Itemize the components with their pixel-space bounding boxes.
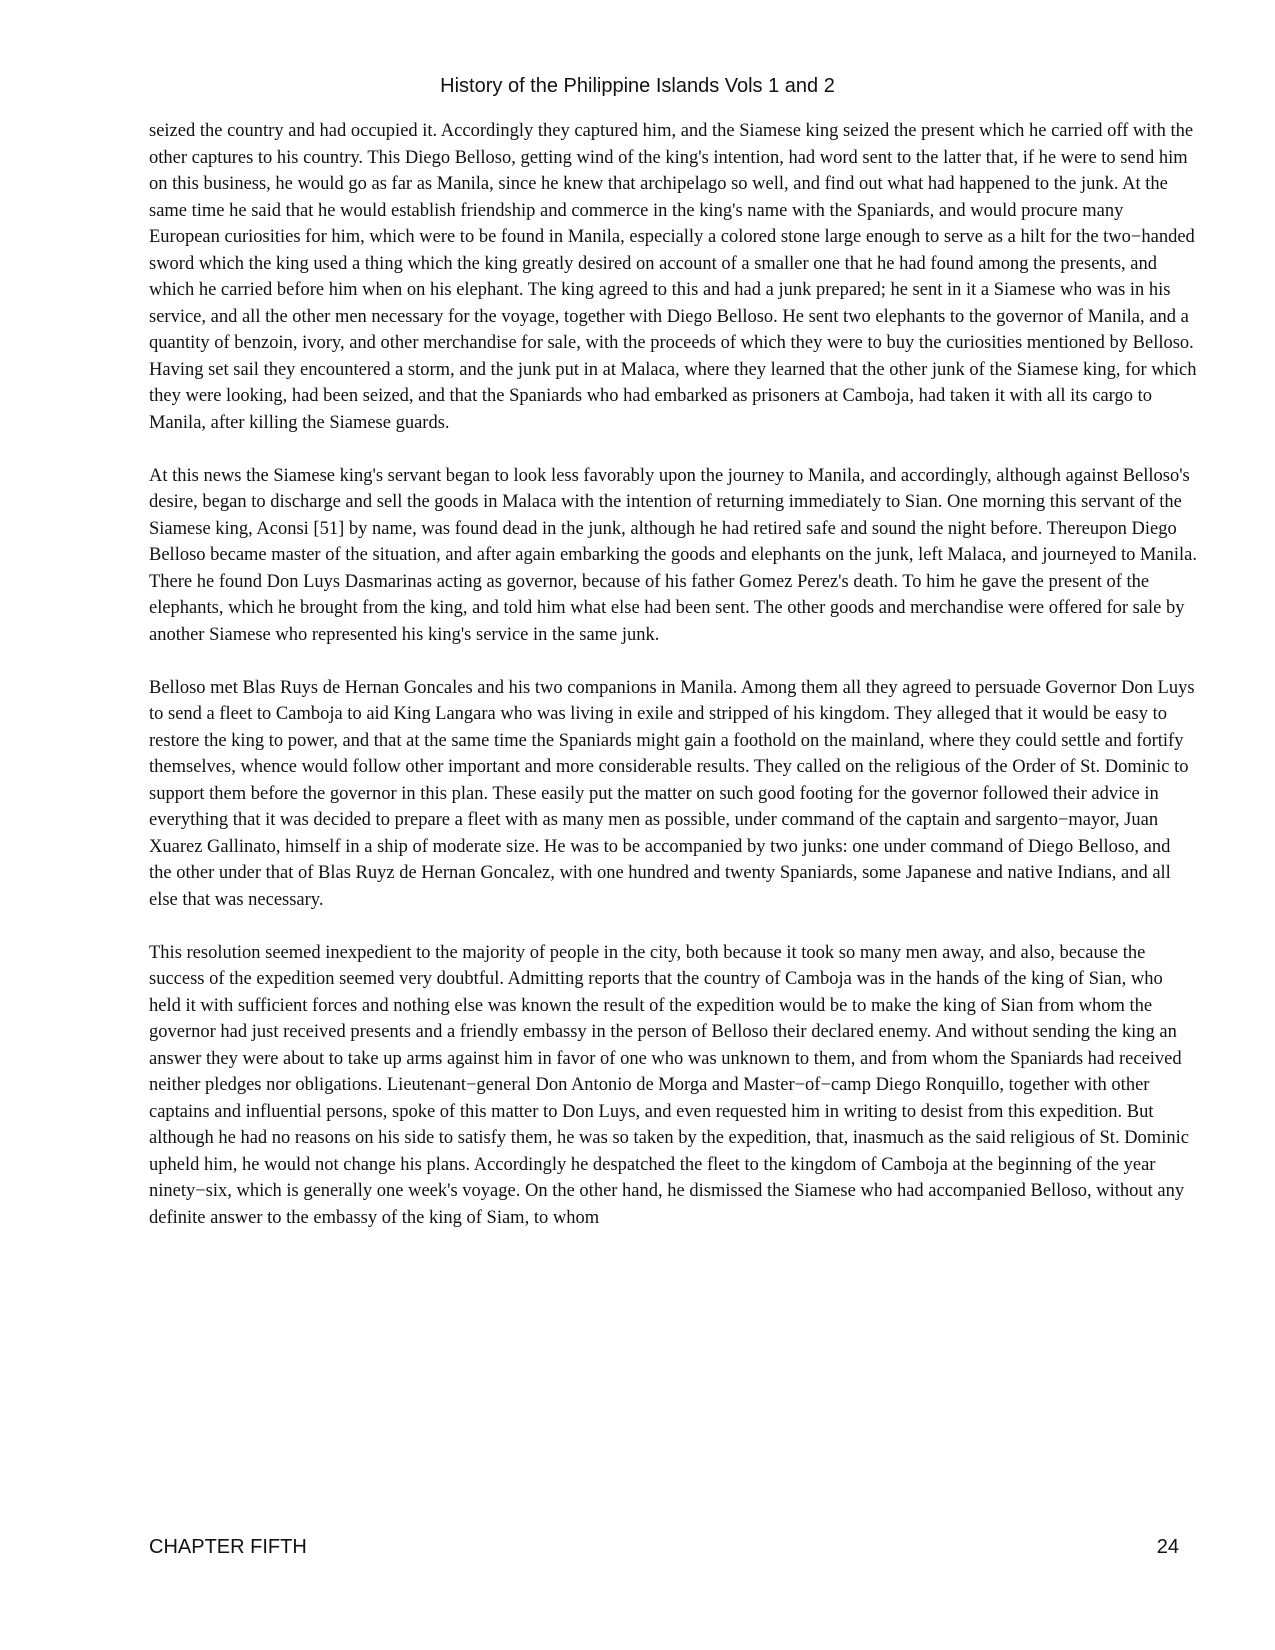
paragraph: This resolution seemed inexpedient to the majority of people in the city, both because it took so many men away, and also, because the success of the expedition seemed very doubtful. Admitting reports that the country of Camboja was in the hands of the king of Sian, who held it with sufficient forces and nothing else was known the result of the expedition would be to make the king of Sian from whom the governor had just received presents and a friendly embassy in the person of Belloso their declared enemy. And without sending the king an answer they were about to take up arms against him in favor of one who was unknown to them, and from whom the Spaniards had received neither pledges nor obligations. Lieutenant−general Don Antonio de Morga and Master−of−camp Diego Ronquillo, together with other captains and influential persons, spoke of this matter to Don Luys, and even requested him in writing to desist from this expedition. But although he had no reasons on his side to satisfy them, he was so taken by the expedition, that, inasmuch as the said religious of St. Dominic upheld him, he would not change his plans. Accordingly he despatched the fleet to the kingdom of Camboja at the beginning of the year ninety−six, which is generally one week's voyage. On the other hand, he dismissed the Siamese who had accompanied Belloso, without any definite answer to the embassy of the king of Siam, to whom <box>149 942 1189 1228</box>
paragraph: seized the country and had occupied it. Accordingly they captured him, and the Siamese king seized the present which he carried off with the other captures to his country. This Diego Belloso, getting wind of the king's intention, had word sent to the latter that, if he were to send him on this business, he would go as far as Manila, since he knew that archipelago so well, and find out what had happened to the junk. At the same time he said that he would establish friendship and commerce in the king's name with the Spaniards, and would procure many European curiosities for him, which were to be found in Manila, especially a colored stone large enough to serve as a hilt for the two−handed sword which the king used a thing which the king greatly desired on account of a smaller one that he had found among the presents, and which he carried before him when on his elephant. The king agreed to this and had a junk prepared; he sent in it a Siamese who was in his service, and all the other men necessary for the voyage, together with Diego Belloso. He sent two elephants to the governor of Manila, and a quantity of benzoin, ivory, and other merchandise for sale, with the proceeds of which they were to buy the curiosities mentioned by Belloso. Having set sail they encountered a storm, and the junk put in at Malaca, where they learned that the other junk of the Siamese king, for which they were looking, had been seized, and that the Spaniards who had embarked as prisoners at Camboja, had taken it with all its cargo to Manila, after killing the Siamese guards. <box>149 121 1197 433</box>
chapter-label: CHAPTER FIFTH <box>149 1536 307 1558</box>
page-number: 24 <box>1156 1536 1179 1558</box>
book-title: History of the Philippine Islands Vols 1 and 2 <box>440 75 835 97</box>
page-body <box>149 118 1197 1231</box>
paragraph: At this news the Siamese king's servant began to look less favorably upon the journey to Manila, and accordingly, although against Belloso's desire, began to discharge and sell the goods in Malaca with the intention of returning immediately to Sian. One morning this servant of the Siamese king, Aconsi [51] by name, was found dead in the junk, although he had retired safe and sound the night before. Thereupon Diego Belloso became master of the situation, and after again embarking the goods and elephants on the junk, left Malaca, and journeyed to Manila. There he found Don Luys Dasmarinas acting as governor, because of his father Gomez Perez's death. To him he gave the present of the elephants, which he brought from the king, and told him what else had been sent. The other goods and merchandise were offered for sale by another Siamese who represented his king's service in the same junk. <box>149 465 1198 645</box>
page-header <box>0 74 1275 98</box>
paragraph: Belloso met Blas Ruys de Hernan Goncales and his two companions in Manila. Among them all they agreed to persuade Governor Don Luys to send a fleet to Camboja to aid King Langara who was living in exile and stripped of his kingdom. They alleged that it would be easy to restore the king to power, and that at the same time the Spaniards might gain a foothold on the mainland, where they could settle and fortify themselves, whence would follow other important and more considerable results. They called on the religious of the Order of St. Dominic to support them before the governor in this plan. These easily put the matter on such good footing for the governor followed their advice in everything that it was decided to prepare a fleet with as many men as possible, under command of the captain and sargento−mayor, Juan Xuarez Gallinato, himself in a ship of moderate size. He was to be accompanied by two junks: one under command of Diego Belloso, and the other under that of Blas Ruyz de Hernan Goncalez, with one hundred and twenty Spaniards, some Japanese and native Indians, and all else that was necessary. <box>149 677 1195 910</box>
